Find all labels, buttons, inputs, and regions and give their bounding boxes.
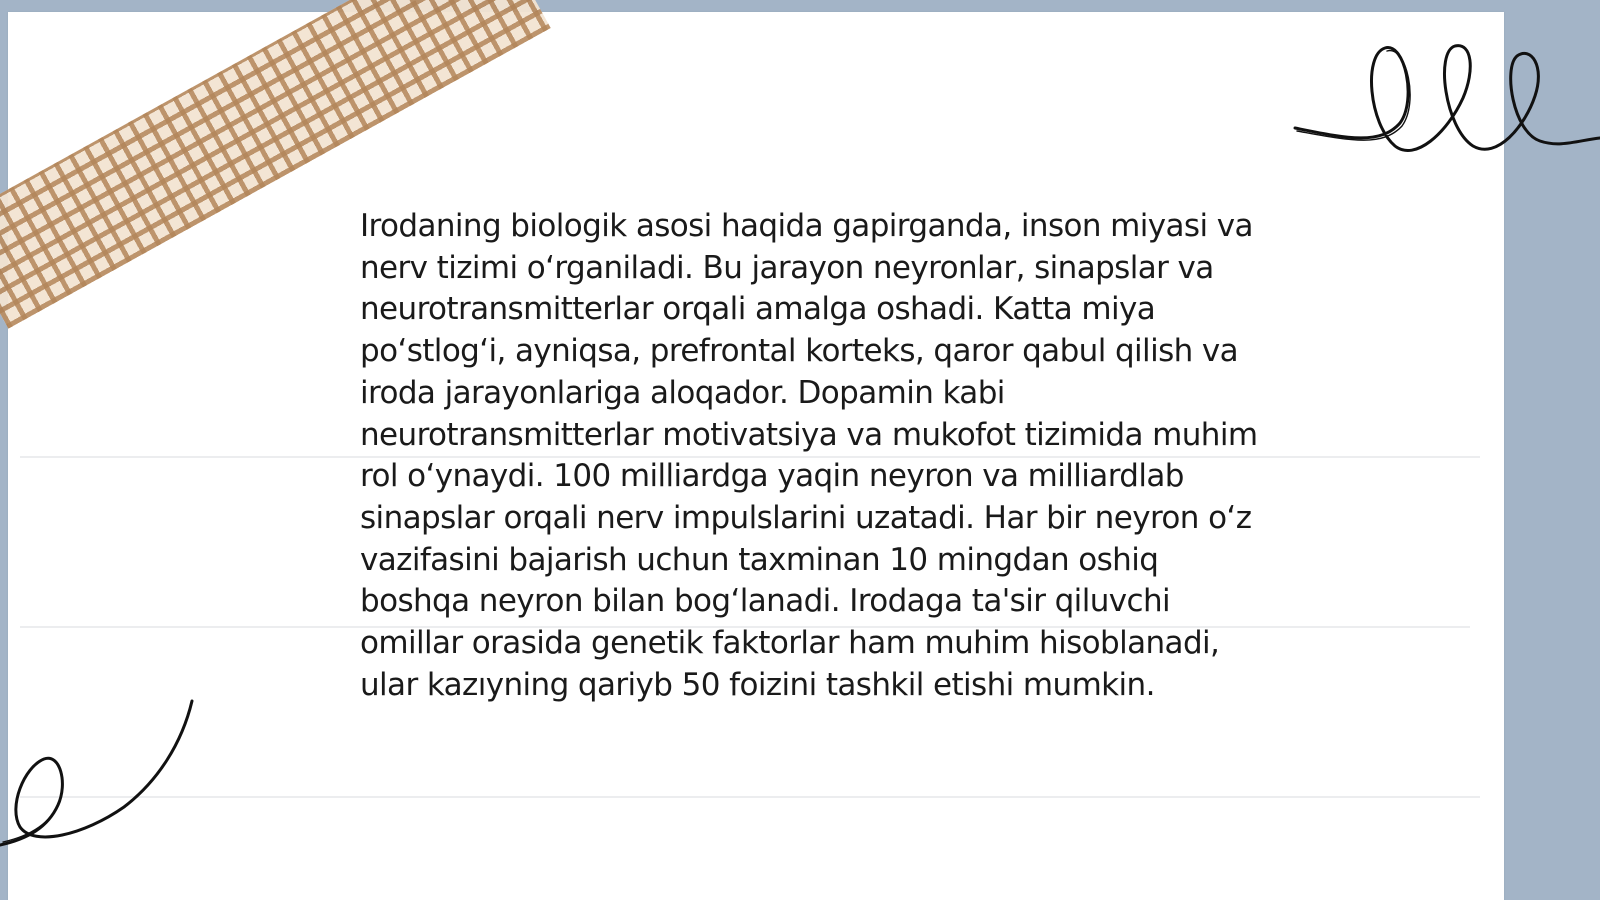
body-paragraph: Irodaning biologik asosi haqida gapirganda, inson miyasi va nerv tizimi o‘rganiladi. Bu jarayon neyronlar, sinapslar va neurotransmitterlar orqali amalga oshadi. Katta miya po‘stlog‘i, ayniqsa, prefrontal korteks, qaror qabul qilish va iroda jarayonlariga aloqador. Dopamin kabi neurotransmitterlar motivatsiya va mukofot tizimida muhim rol o‘ynaydi. 100 milliardga yaqin neyron va milliardlab sinapslar orqali nerv impulslarini uzatadi. Har bir neyron o‘z vazifasini bajarish uchun taxminan 10 mingdan oshiq boshqa neyron bilan bog‘lanadi. Irodaga ta'sir qiluvchi omillar orasida genetik faktorlar ham muhim hisoblanadi, ular kazıyning qariyb 50 foizini tashkil etishi mumkin. (360, 208, 1258, 703)
paper-rule-line (20, 796, 1480, 798)
